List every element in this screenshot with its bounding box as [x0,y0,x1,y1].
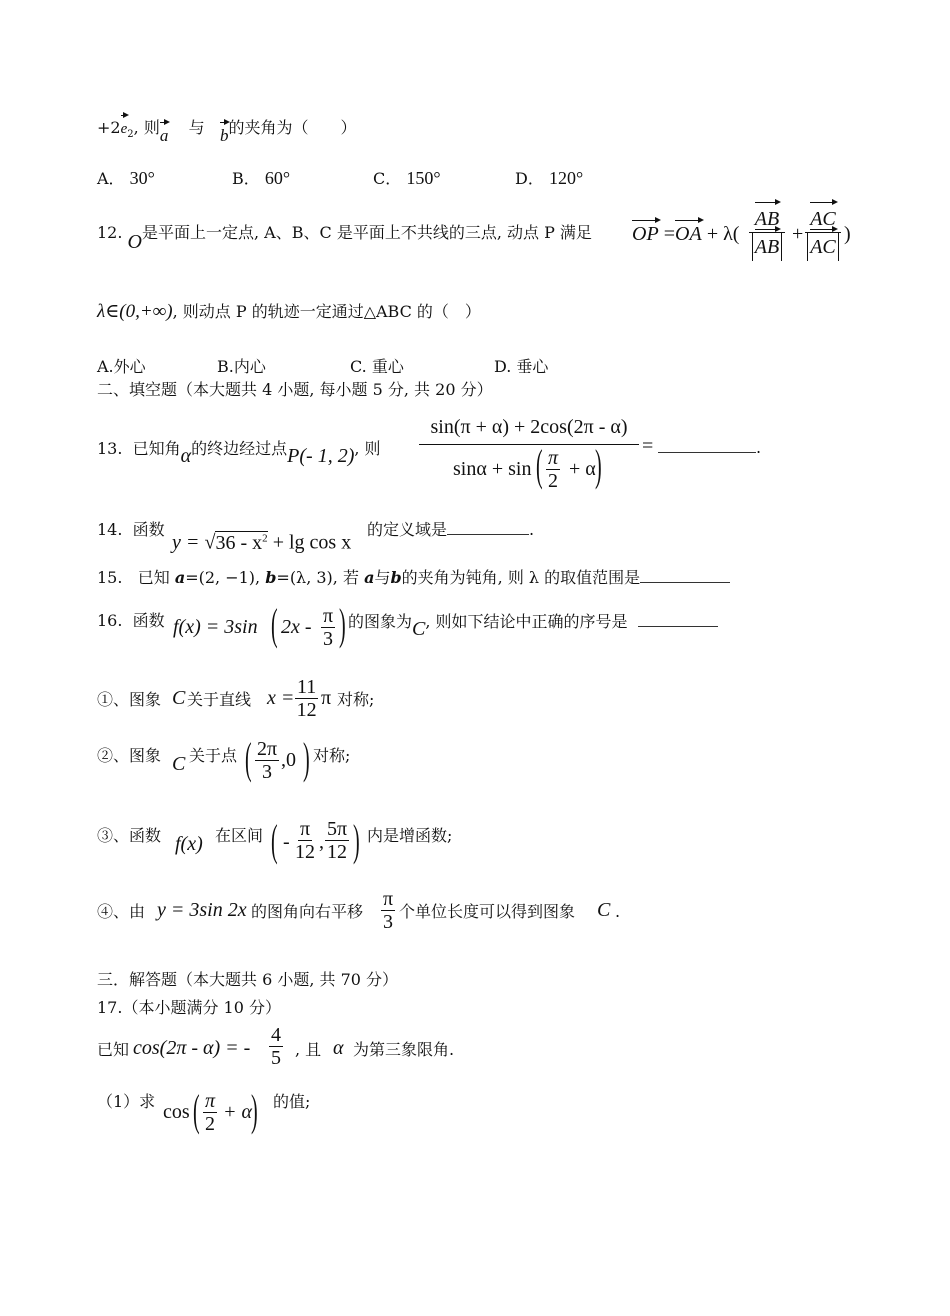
q12-option-b: B.内心 [217,357,266,376]
q12-line1: 12. O是平面上一定点, A、B、C 是平面上不共线的三点, 动点 P 满足 [97,223,592,253]
q11-option-c: C． 150° [373,168,441,188]
exam-page: $+2e_2$, 则a 与 b的夹角为（ ） A． 30° B． 60° C． 150° D． 120° 12. O是平面上一定点, A、B、C 是平面上不共线的三点, 动点 P 满足 OP =OA + λ( AB AB + AC AC ) λ∈(0,+∞), 则动点 P 的轨迹一定通过△ABC 的（ ） A.外心 B.内心 C. 重心 D. 垂心 二、填空题（本大题共 4 小题, 每小题 5 分, 共 20 分） 13. 已知角α的终边经过点P(- 1, 2), 则 sin(π + α) + 2cos(2π - α) sinα + sin ( π 2 + α ) = . 14. 函数 $y = √36 - x^2 + \lg \cos x$ 的定义域是 . 15. 已知 a=(2, −1), b=(λ, 3), 若 a与b的夹角为钝角, 则 λ 的取值范围是 16. 函数 f(x) = 3sin ( 2x - π 3 ) 的图象为C, 则如下结论中正确的序号是 ①、图象 C 关于直线 x = 11 12 π 对称; ②、图象 C 关于点 ( 2π 3 ,0 ) 对称; ③、函数 f(x) 在区间 ( - π 12 , 5π 12 ) 内是增函数; ④、由 y = 3sin 2x 的图角向右平移 π 3 个单位长度可以得到图象 C . 三．解答题（本大题共 6 小题, 共 70 分） 17.（本小题满分 10 分） 已知 cos(2π - α) = - 4 5 , 且 α 为第三象限角. （1）求 cos ( π 2 + α ) 的值; [0,0,950,1316]
q17-line: 已知 cos(2π - α) = - 4 5 , 且 α 为第三象限角. [97,1024,455,1069]
q12-line2: λ∈(0,+∞), 则动点 P 的轨迹一定通过△ABC 的（ ） [97,301,481,322]
q11-line: $+2e_2$, 则a 与 b的夹角为（ ） [97,118,357,145]
section-2-heading: 二、填空题（本大题共 4 小题, 每小题 5 分, 共 20 分） [97,380,493,399]
q12-option-c: C. 重心 [350,357,404,376]
q14-line: 14. 函数 [97,520,165,539]
vector-b: b [219,126,229,145]
q17-part-1: （1）求 cos ( π 2 + α ) 的值; [97,1087,311,1137]
vector-e2: e [120,121,128,137]
vector-a: a [159,126,169,145]
section-3-heading: 三．解答题（本大题共 6 小题, 共 70 分） [97,970,399,989]
q16-answer-blank[interactable] [638,625,718,627]
q12-vector-formula: OP =OA + λ( AB AB + AC AC ) [632,212,739,282]
q17-header: 17.（本小题满分 10 分） [97,998,281,1017]
q11-option-a: A． 30° [97,168,155,188]
q16-line: 16. 函数 [97,611,165,630]
q11-option-b: B． 60° [232,168,291,188]
q16-formula: f(x) = 3sin ( 2x - π 3 ) [173,601,346,651]
fraction-ab: AB AB [749,206,785,261]
q13-answer-blank[interactable]: . [658,438,761,458]
q16-item-4: ④、由 y = 3sin 2x 的图角向右平移 π 3 个单位长度可以得到图象 C . [97,888,621,933]
q14-tail: 的定义域是 . [367,520,535,539]
q13-line: 13. 已知角α的终边经过点P(- 1, 2), 则 [97,439,381,467]
q16-item-3: ③、函数 f(x) 在区间 ( - π 12 , 5π 12 ) 内是增函数; [97,817,453,867]
q16-item-2: ②、图象 C 关于点 ( 2π 3 ,0 ) 对称; [97,735,351,785]
q12-option-d: D. 垂心 [494,357,549,376]
q14-formula: $y = √36 - x^2 + \lg \cos x$ [172,531,352,554]
q15-line: 15. 已知 a=(2, −1), b=(λ, 3), 若 a与b的夹角为钝角, 则 λ 的取值范围是 [97,568,730,588]
q16-item-1: ①、图象 C 关于直线 x = 11 12 π 对称; [97,676,375,721]
q14-answer-blank[interactable] [447,533,529,535]
q13-fraction: sin(π + α) + 2cos(2π - α) sinα + sin ( π 2 + α ) [419,414,639,493]
q15-answer-blank[interactable] [640,581,730,583]
q16-tail: 的图象为C, 则如下结论中正确的序号是 [348,611,718,632]
fraction-ac: AC AC [805,206,841,261]
q12-option-a: A.外心 [97,357,146,376]
q11-option-d: D． 120° [515,168,584,188]
